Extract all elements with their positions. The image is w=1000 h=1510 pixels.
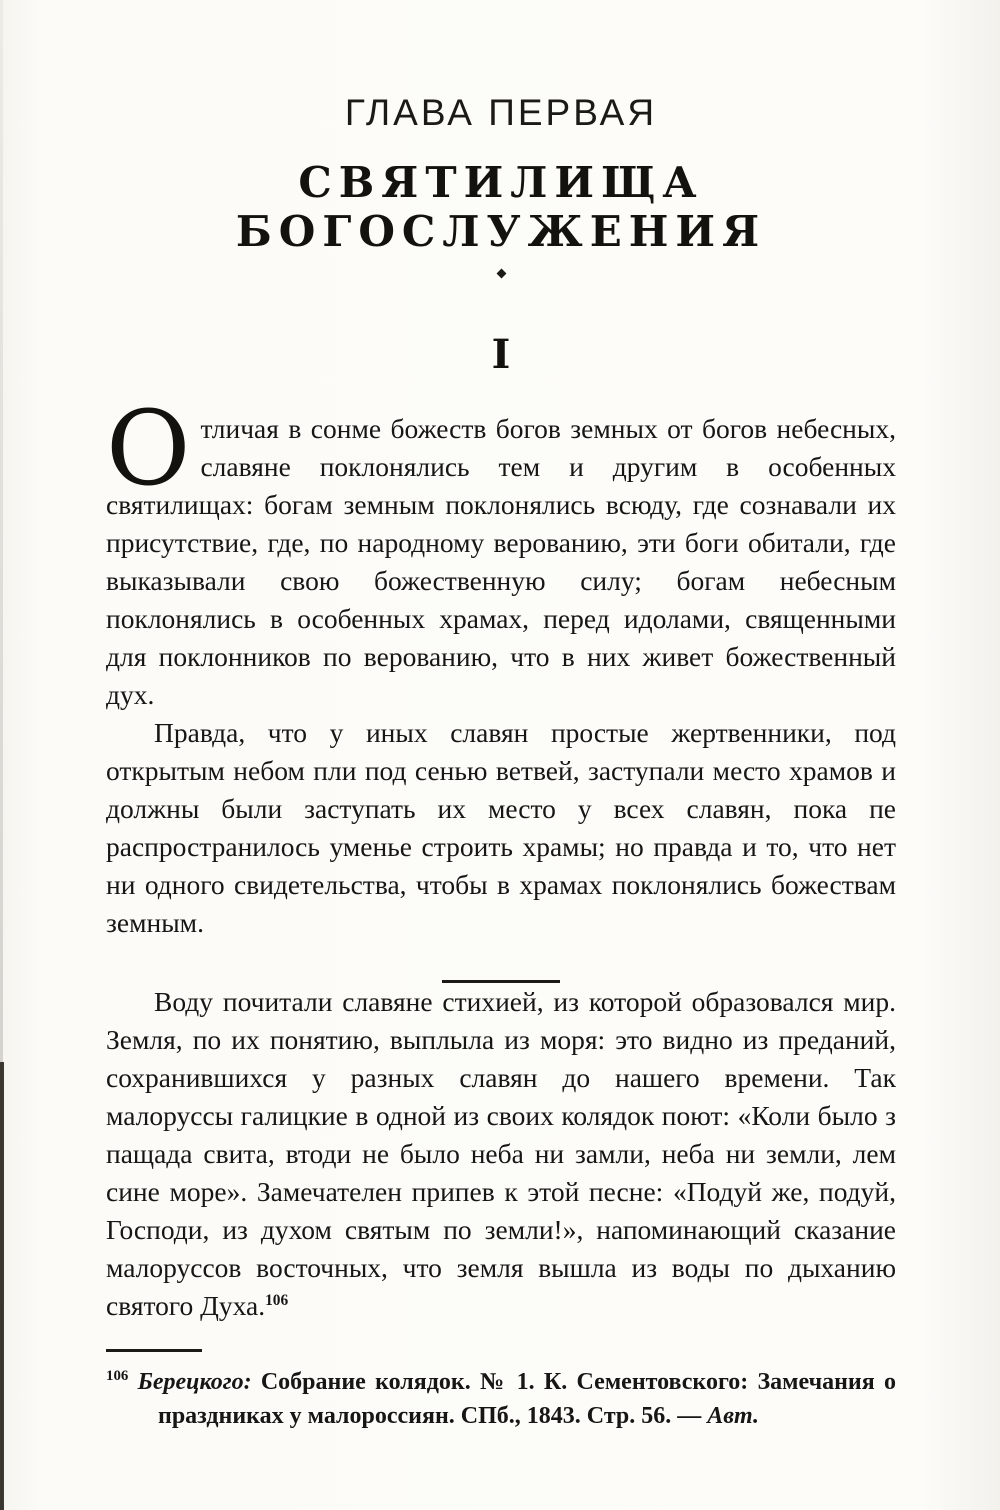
- section-number: I: [491, 331, 511, 378]
- body-text: [106, 389, 896, 1325]
- footnote-reference: 106: [265, 1291, 289, 1309]
- dropcap-letter: О: [106, 389, 191, 509]
- footnote: [106, 1365, 896, 1433]
- paragraph-first-text: тличая в сонме божеств богов земных от богов небесных, славяне поклонялись тем и другим в особенных святилищах: богам земным поклонялись всюду, где сознавали их присутствие, где, по народному верованию, эти боги обитали, где выказывали свою божественную силу; богам небесным поклонялись в особенных храмах, перед идолами, священными для поклонников по верованию, что в них живет божественный дух.: [106, 413, 896, 710]
- paragraph-second: Правда, что у иных славян простые жертвенники, под открытым небом пли под сенью ветвей, заступали место храмов и должны были заступать их место у всех славян, пока пе распространилось уменье строить храмы; но правда и то, что нет ни одного свидетельства, чтобы в храмах поклонялись божествам земным.: [106, 717, 896, 938]
- footnote-number: 106: [106, 1368, 129, 1384]
- footnote-rule: [106, 1349, 202, 1352]
- ornament-diamond-icon: [496, 269, 506, 279]
- chapter-title: СВЯТИЛИЩА БОГОСЛУЖЕНИЯ: [235, 158, 767, 256]
- footnote-source: Берецкого:: [137, 1369, 252, 1395]
- chapter-label: ГЛАВА ПЕРВАЯ: [344, 92, 658, 133]
- paragraph-third: [106, 983, 896, 1325]
- paragraph-first: [106, 389, 896, 714]
- page-content: [0, 92, 1000, 1433]
- footnote-block: [106, 1349, 896, 1433]
- footnote-author: Авт.: [707, 1403, 759, 1429]
- chapter-header: [106, 92, 896, 277]
- paragraph-third-text: Воду почитали славяне стихией, из которой образовался мир. Земля, по их понятию, выплыла из моря: это видно из преданий, сохранившихся у разных славян до нашего времени. Так малоруссы галицкие в одной из своих колядок поют: «Коли было з пащада свита, втоди не было неба ни замли, неба ни земли, лем сине море». Замечателен припев к этой песне: «Подуй же, подуй, Господи, из духом святым по земли!», напоминающий сказание малоруссов восточных, что земля вышла из воды по дыханию святого Духа.: [106, 986, 896, 1321]
- scan-edge-artifact: [0, 1062, 4, 1510]
- footnote-text: Собрание колядок. № 1. К. Сементовского: Замечания о праздниках у малороссиян. СПб., 1843. Стр. 56. —: [158, 1369, 897, 1429]
